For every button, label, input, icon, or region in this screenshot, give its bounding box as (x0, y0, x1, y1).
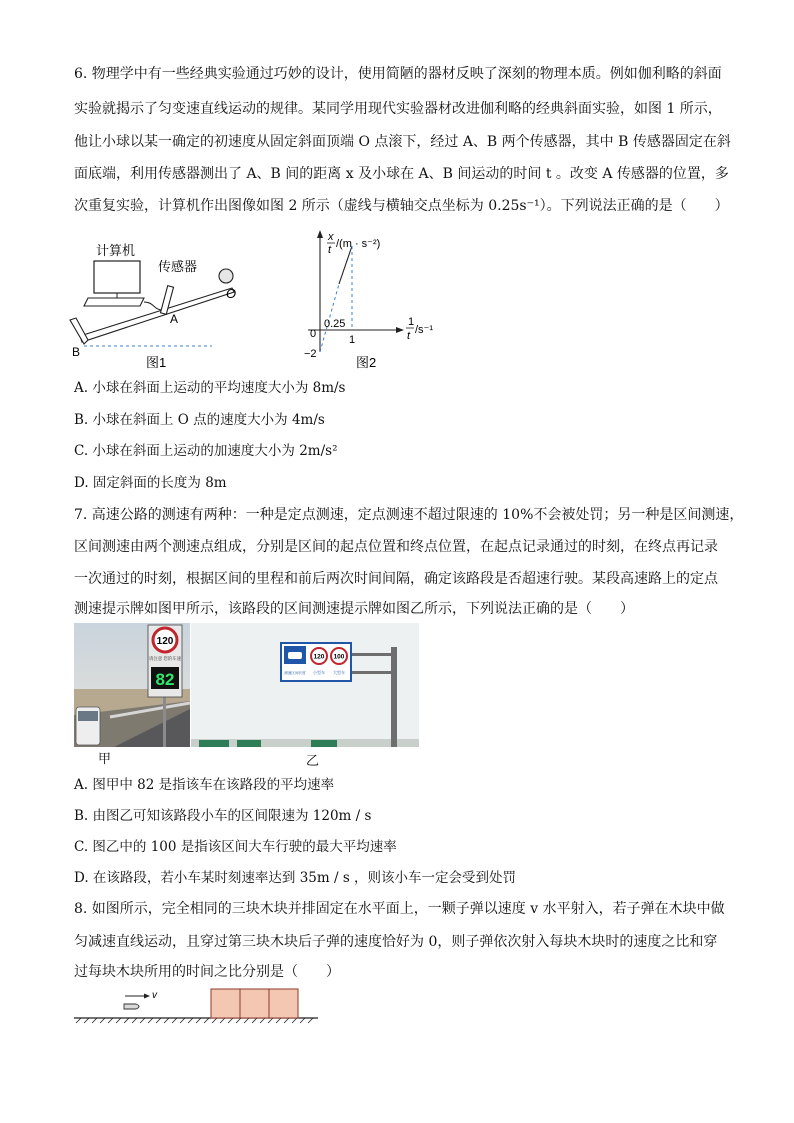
label-computer: 计算机 (96, 243, 136, 258)
figure-1-incline (66, 236, 256, 372)
bullet (124, 1004, 139, 1009)
photo-yi-zone-sign (191, 623, 419, 747)
q8-line-1: 8. 如图所示，完全相同的三块木块并排固定在水平面上，一颗子弹以速度 v 水平射入，若子弹在木块中做 (74, 901, 725, 917)
ground-hatching (76, 1018, 313, 1023)
y-label-unit: /(m · s⁻²) (336, 238, 381, 250)
wood-block-1 (211, 989, 240, 1018)
q6-option-b: B. 小球在斜面上 O 点的速度大小为 4m/s (74, 412, 325, 428)
incline-board (80, 286, 237, 342)
q7-option-a: A. 图甲中 82 是指该车在该路段的平均速率 (74, 777, 335, 793)
tick-1: 1 (349, 334, 356, 346)
tick-0-25: 0.25 (324, 318, 346, 330)
q8-line-3: 过每块木块所用的时间之比分别是（ ） (74, 964, 340, 980)
q7-option-d: D. 在该路段，若小车某时刻速率达到 35m / s ，则该小车一定会受到处罚 (74, 870, 517, 886)
label-o: O (226, 286, 237, 301)
q6-line-2: 实验就揭示了匀变速直线运动的规律。某同学用现代实验器材改进伽利略的经典斜面实验，如图 1 所示， (74, 101, 722, 117)
graph-solid-line (339, 246, 352, 284)
y-label-den: t (328, 244, 332, 256)
q7-line-3: 一次通过的时刻，根据区间的里程和前后两次时间间隔，确定该路段是否超速行驶。某段高速路上的定点 (74, 571, 718, 587)
tick-origin: 0 (310, 328, 317, 340)
figure-2-graph (298, 226, 448, 372)
sensor-b-bracket (70, 318, 88, 344)
figure-1-caption: 图1 (146, 355, 167, 370)
wood-block-2 (240, 989, 269, 1018)
yi-sign-range: 测速区间长度 (284, 671, 306, 675)
caption-yi: 乙 (306, 754, 320, 769)
tick-neg-2: −2 (304, 348, 317, 360)
computer-base (84, 298, 144, 306)
figure-2-caption: 图2 (356, 355, 377, 370)
computer-monitor (94, 261, 140, 293)
q6-line-5: 次重复实验，计算机作出图像如图 2 所示（虚线与横轴交点坐标为 0.25s⁻¹）。下列说法正确的是（ ） (74, 198, 729, 214)
x-label-unit: /s⁻¹ (415, 324, 434, 336)
caption-jia: 甲 (98, 752, 112, 767)
q6-line-4: 面底端，利用传感器测出了 A、B 间的距离 x 及小球在 A、B 间运动的时间 t 。改变 A 传感器的位置，多 (74, 166, 729, 182)
yi-sign-small-car: 小型车 (313, 670, 325, 675)
label-b: B (72, 345, 81, 359)
jia-speed-display: 82 (155, 670, 175, 689)
wood-block-3 (269, 989, 298, 1018)
photo-jia-speed-sign (74, 623, 190, 747)
q7-line-1: 7. 高速公路的测速有两种：一种是定点测速，定点测速不超过限速的 10%不会被处罚；另一种是区间测速， (74, 507, 744, 523)
label-sensor: 传感器 (158, 259, 198, 274)
jia-sign-text: 请注意 您的车速 (149, 656, 181, 661)
q6-option-c: C. 小球在斜面上运动的加速度大小为 2m/s² (74, 443, 338, 459)
q7-option-b: B. 由图乙可知该路段小车的区间限速为 120m / s (74, 808, 372, 824)
q6-line-1: 6. 物理学中有一些经典实验通过巧妙的设计，使用简陋的器材反映了深刻的物理本质。例如伽利略的斜面 (74, 66, 722, 82)
label-a: A (170, 312, 179, 326)
q7-option-c: C. 图乙中的 100 是指该区间大车行驶的最大平均速率 (74, 839, 397, 855)
q6-option-d: D. 固定斜面的长度为 8m (74, 475, 227, 491)
q6-option-a: A. 小球在斜面上运动的平均速度大小为 8m/s (74, 380, 346, 396)
x-label-num: 1 (408, 316, 415, 328)
q6-line-3: 他让小球以某一确定的初速度从固定斜面顶端 O 点滚下，经过 A、B 两个传感器，其中 B 传感器固定在斜 (74, 134, 731, 150)
jia-limit-value: 120 (156, 636, 174, 647)
x-label-den: t (407, 330, 411, 342)
yi-sign-large-car: 大型车 (333, 670, 345, 675)
q8-line-2: 匀减速直线运动，且穿过第三块木块后子弹的速度恰好为 0，则子弹依次射入每块木块时的速度之比和穿 (74, 934, 718, 950)
velocity-label: v (152, 990, 157, 1001)
figure-q8-bullet-blocks (70, 984, 322, 1028)
y-label-num: x (328, 231, 334, 243)
q7-line-4: 测速提示牌如图甲所示，该路段的区间测速提示牌如图乙所示，下列说法正确的是（ ） (74, 601, 634, 617)
yi-limit-small: 120 (313, 653, 325, 661)
q7-line-2: 区间测速由两个测速点组成，分别是区间的起点位置和终点位置，在起点记录通过的时刻，在终点再记录 (74, 539, 718, 555)
ball (219, 269, 233, 283)
yi-limit-large: 100 (333, 653, 345, 661)
